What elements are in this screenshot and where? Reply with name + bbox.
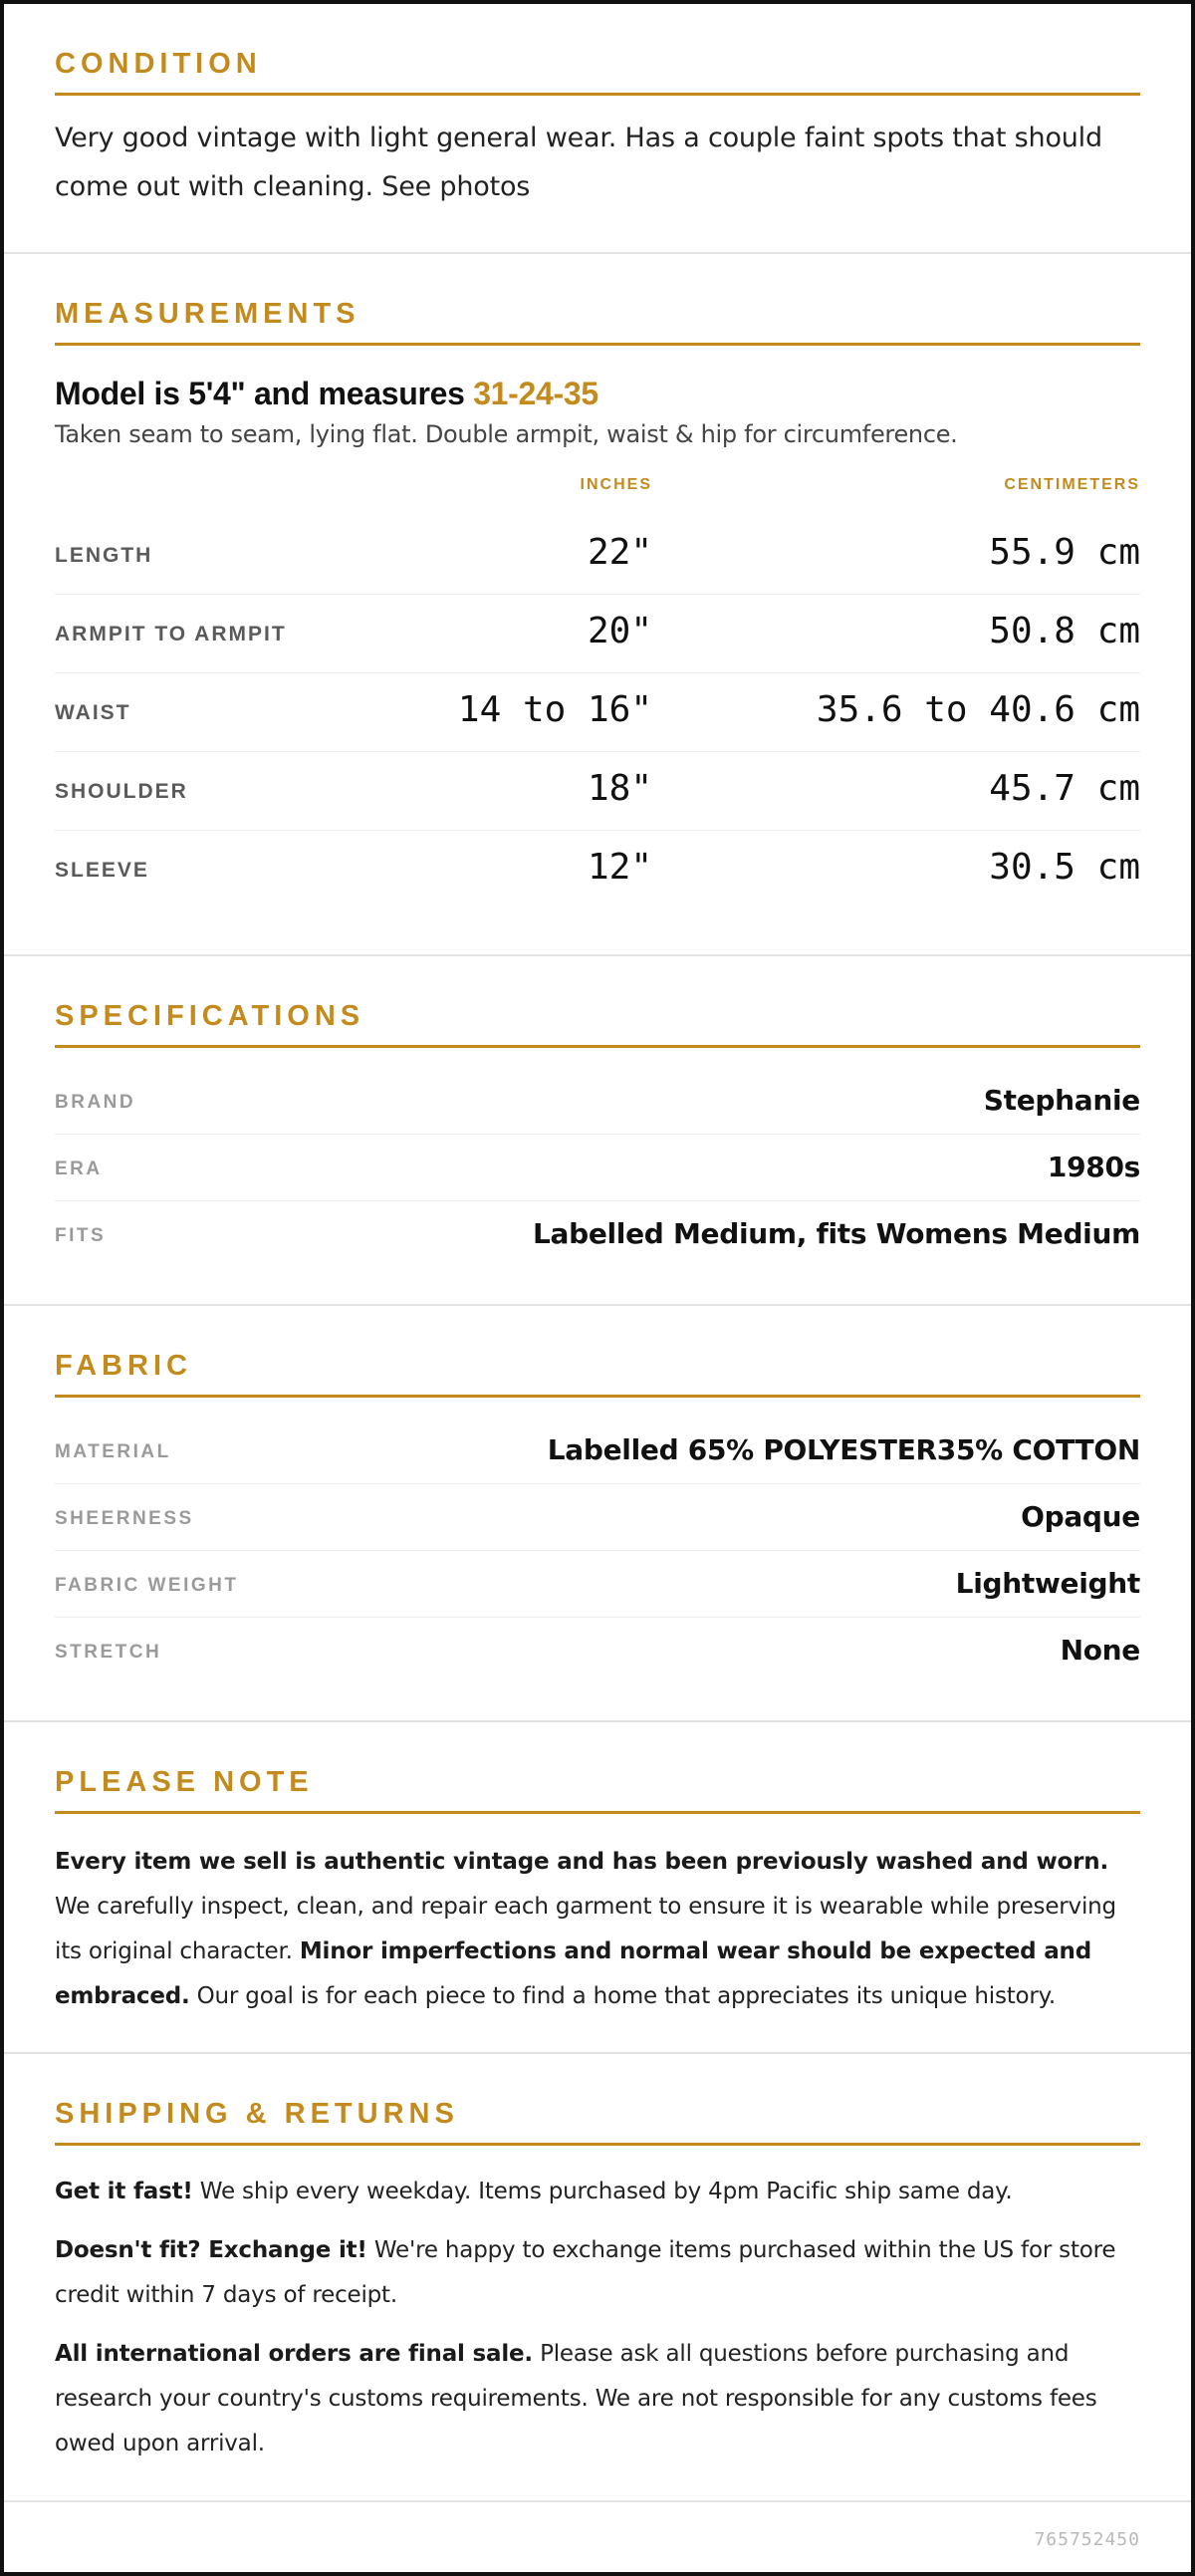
measurement-row-length: [55, 516, 1140, 595]
fabric-label: FABRIC WEIGHT: [55, 1575, 239, 1596]
fabric-label: STRETCH: [55, 1642, 162, 1663]
shipping-returns-title: SHIPPING & RETURNS: [55, 2098, 1140, 2146]
exchange-text: [55, 2228, 1140, 2318]
measurement-inches: 14 to 16": [457, 689, 652, 730]
international-text: [55, 2332, 1140, 2466]
column-header-centimeters: CENTIMETERS: [1004, 476, 1140, 493]
measurement-label: LENGTH: [55, 544, 153, 567]
spec-label: BRAND: [55, 1092, 136, 1113]
note-bold-2: Minor imperfections and normal wear should be expected and embraced.: [55, 1938, 1091, 2009]
international-body: Please ask all questions before purchasing and research your country's customs requirements. We are not responsible for any customs fees owed upon arrival.: [55, 2341, 1097, 2456]
fabric-value: Labelled 65% POLYESTER35% COTTON: [547, 1433, 1140, 1466]
shipping-fast-body: We ship every weekday. Items purchased by 4pm Pacific ship same day.: [192, 2179, 1013, 2204]
measurement-inches: 12": [587, 847, 652, 888]
specifications-section: [4, 956, 1191, 1306]
fabric-value: Lightweight: [955, 1567, 1140, 1600]
model-measures: 31-24-35: [473, 376, 598, 411]
measurement-label: WAIST: [55, 701, 131, 724]
fabric-row-stretch: [55, 1618, 1140, 1684]
measurement-inches: 18": [587, 768, 652, 809]
shipping-returns-section: [4, 2054, 1191, 2502]
measurement-cm: 55.9 cm: [989, 532, 1140, 573]
please-note-section: [4, 1722, 1191, 2054]
fabric-row-material: [55, 1417, 1140, 1484]
fabric-row-sheerness: [55, 1484, 1140, 1551]
measurement-inches: 20": [587, 611, 652, 651]
shipping-fast-bold: Get it fast!: [55, 2179, 193, 2204]
fabric-label: SHEERNESS: [55, 1508, 194, 1529]
measurement-label: SLEEVE: [55, 859, 149, 882]
model-info: [55, 376, 1140, 412]
spec-value: Stephanie: [983, 1084, 1140, 1117]
measurements-section: [4, 254, 1191, 956]
measurement-inches: 22": [587, 532, 652, 573]
measurement-cm: 35.6 to 40.6 cm: [816, 689, 1140, 730]
measurement-table: [55, 516, 1140, 909]
note-bold-1: Every item we sell is authentic vintage and has been previously washed and worn.: [55, 1849, 1108, 1875]
fabric-section: [4, 1306, 1191, 1722]
exchange-bold: Doesn't fit? Exchange it!: [55, 2237, 367, 2263]
measurement-cm: 30.5 cm: [989, 847, 1140, 888]
fabric-row-weight: [55, 1551, 1140, 1618]
condition-section: [4, 4, 1191, 254]
specifications-title: SPECIFICATIONS: [55, 1000, 1140, 1048]
model-info-prefix: Model is 5'4" and measures: [55, 376, 474, 411]
measurement-row-waist: [55, 673, 1140, 752]
item-id: 765752450: [1034, 2529, 1140, 2550]
measurement-label: SHOULDER: [55, 780, 188, 803]
measurement-cm: 50.8 cm: [989, 611, 1140, 651]
fabric-list: [55, 1417, 1140, 1684]
fabric-label: MATERIAL: [55, 1441, 171, 1462]
spec-label: FITS: [55, 1225, 107, 1246]
spec-value: 1980s: [1047, 1151, 1140, 1183]
specifications-list: [55, 1068, 1140, 1268]
please-note-text: [55, 1840, 1140, 2019]
spec-label: ERA: [55, 1159, 103, 1179]
fabric-title: FABRIC: [55, 1350, 1140, 1398]
please-note-title: PLEASE NOTE: [55, 1766, 1140, 1814]
measurement-table-header: [55, 476, 1140, 516]
fabric-value: None: [1060, 1634, 1140, 1667]
note-text-1: We carefully inspect, clean, and repair each garment to ensure it is wearable while preserving its original character.: [55, 1894, 1116, 1964]
column-header-inches: INCHES: [580, 476, 652, 493]
exchange-body: We're happy to exchange items purchased within the US for store credit within 7 days of receipt.: [55, 2237, 1116, 2308]
fabric-value: Opaque: [1021, 1500, 1140, 1533]
measurement-method: Taken seam to seam, lying flat. Double armpit, waist & hip for circumference.: [55, 420, 958, 448]
note-text-2: Our goal is for each piece to find a home that appreciates its unique history.: [189, 1983, 1056, 2009]
spec-row-fits: [55, 1201, 1140, 1268]
measurement-row-armpit: [55, 595, 1140, 673]
spec-row-era: [55, 1135, 1140, 1201]
measurement-cm: 45.7 cm: [989, 768, 1140, 809]
shipping-fast-text: [55, 2170, 1140, 2214]
measurement-row-sleeve: [55, 831, 1140, 909]
spec-row-brand: [55, 1068, 1140, 1135]
measurement-label: ARMPIT TO ARMPIT: [55, 623, 287, 645]
condition-title: CONDITION: [55, 48, 1140, 96]
measurements-title: MEASUREMENTS: [55, 298, 1140, 346]
condition-text: Very good vintage with light general wear. Has a couple faint spots that should come out with cleaning. See photos: [55, 123, 1102, 202]
measurement-row-shoulder: [55, 752, 1140, 831]
spec-value: Labelled Medium, fits Womens Medium: [532, 1217, 1140, 1250]
international-bold: All international orders are final sale.: [55, 2341, 533, 2367]
